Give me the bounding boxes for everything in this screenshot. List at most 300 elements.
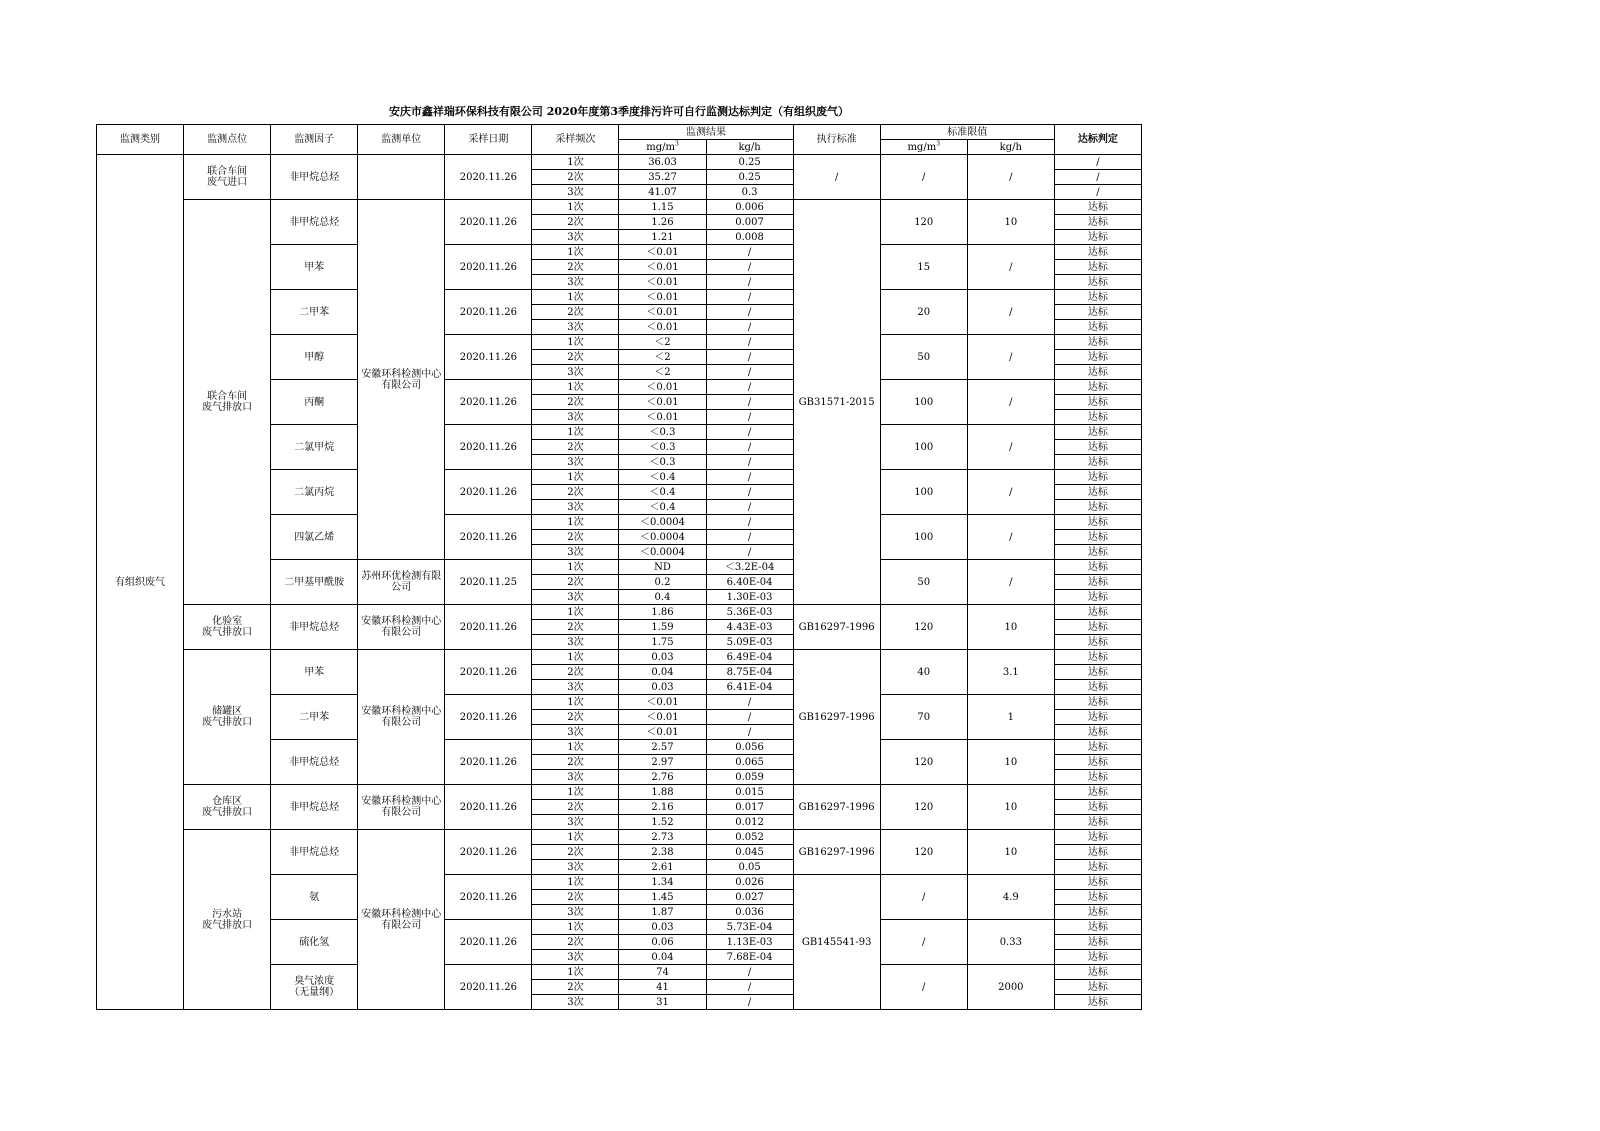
result-kg-cell: / bbox=[706, 455, 793, 470]
date-cell: 2020.11.26 bbox=[445, 785, 532, 830]
result-mg-cell: 41.07 bbox=[619, 185, 706, 200]
frequency-cell: 2次 bbox=[532, 935, 619, 950]
date-cell: 2020.11.26 bbox=[445, 605, 532, 650]
frequency-cell: 1次 bbox=[532, 605, 619, 620]
result-kg-cell: / bbox=[706, 695, 793, 710]
judgement-cell: / bbox=[1054, 155, 1141, 170]
result-kg-cell: 1.13E-03 bbox=[706, 935, 793, 950]
judgement-cell: 达标 bbox=[1054, 230, 1141, 245]
table-row bbox=[97, 605, 1142, 620]
result-kg-cell: / bbox=[706, 440, 793, 455]
judgement-cell: 达标 bbox=[1054, 215, 1141, 230]
result-mg-cell: 2.38 bbox=[619, 845, 706, 860]
result-kg-cell: 0.007 bbox=[706, 215, 793, 230]
frequency-cell: 1次 bbox=[532, 650, 619, 665]
judgement-cell: 达标 bbox=[1054, 725, 1141, 740]
frequency-cell: 2次 bbox=[532, 845, 619, 860]
result-kg-cell: / bbox=[706, 485, 793, 500]
frequency-cell: 1次 bbox=[532, 830, 619, 845]
limit-kg-cell: 10 bbox=[967, 740, 1054, 785]
frequency-cell: 1次 bbox=[532, 200, 619, 215]
judgement-cell: 达标 bbox=[1054, 680, 1141, 695]
factor-cell: 非甲烷总烃 bbox=[271, 155, 358, 200]
judgement-cell: 达标 bbox=[1054, 440, 1141, 455]
frequency-cell: 3次 bbox=[532, 680, 619, 695]
judgement-cell: 达标 bbox=[1054, 800, 1141, 815]
result-mg-cell: 0.03 bbox=[619, 920, 706, 935]
result-kg-cell: 0.25 bbox=[706, 170, 793, 185]
frequency-cell: 1次 bbox=[532, 920, 619, 935]
factor-cell: 硫化氢 bbox=[271, 920, 358, 965]
result-mg-cell: ＜0.01 bbox=[619, 395, 706, 410]
result-kg-cell: / bbox=[706, 500, 793, 515]
result-mg-cell: 35.27 bbox=[619, 170, 706, 185]
limit-mg-cell: / bbox=[880, 155, 967, 200]
result-kg-cell: / bbox=[706, 545, 793, 560]
judgement-cell: 达标 bbox=[1054, 455, 1141, 470]
result-mg-cell: ＜0.4 bbox=[619, 485, 706, 500]
judgement-cell: 达标 bbox=[1054, 875, 1141, 890]
frequency-cell: 3次 bbox=[532, 500, 619, 515]
header-result-mg-text: mg/m bbox=[646, 141, 675, 153]
limit-kg-cell: / bbox=[967, 290, 1054, 335]
result-kg-cell: / bbox=[706, 275, 793, 290]
result-mg-cell: 1.52 bbox=[619, 815, 706, 830]
header-standard: 执行标准 bbox=[793, 125, 880, 155]
date-cell: 2020.11.26 bbox=[445, 335, 532, 380]
frequency-cell: 2次 bbox=[532, 395, 619, 410]
limit-kg-cell: 1 bbox=[967, 695, 1054, 740]
result-kg-cell: 1.30E-03 bbox=[706, 590, 793, 605]
date-cell: 2020.11.26 bbox=[445, 290, 532, 335]
point-cell: 储罐区 废气排放口 bbox=[184, 650, 271, 785]
result-mg-cell: 41 bbox=[619, 980, 706, 995]
frequency-cell: 3次 bbox=[532, 725, 619, 740]
table-row bbox=[97, 785, 1142, 800]
point-cell: 联合车间 废气排放口 bbox=[184, 200, 271, 605]
frequency-cell: 1次 bbox=[532, 155, 619, 170]
frequency-cell: 3次 bbox=[532, 995, 619, 1010]
judgement-cell: 达标 bbox=[1054, 710, 1141, 725]
result-mg-cell: ＜0.01 bbox=[619, 260, 706, 275]
result-mg-cell: ＜0.0004 bbox=[619, 545, 706, 560]
result-mg-cell: ＜2 bbox=[619, 350, 706, 365]
result-mg-cell: ＜0.01 bbox=[619, 410, 706, 425]
frequency-cell: 3次 bbox=[532, 320, 619, 335]
result-mg-cell: 0.06 bbox=[619, 935, 706, 950]
date-cell: 2020.11.26 bbox=[445, 695, 532, 740]
point-cell: 联合车间 废气进口 bbox=[184, 155, 271, 200]
frequency-cell: 3次 bbox=[532, 230, 619, 245]
result-kg-cell: 0.05 bbox=[706, 860, 793, 875]
result-mg-cell: ＜0.01 bbox=[619, 245, 706, 260]
result-kg-cell: / bbox=[706, 515, 793, 530]
frequency-cell: 2次 bbox=[532, 485, 619, 500]
date-cell: 2020.11.26 bbox=[445, 965, 532, 1010]
result-kg-cell: / bbox=[706, 290, 793, 305]
result-mg-cell: ＜0.01 bbox=[619, 290, 706, 305]
header-limit-mg-sup: 3 bbox=[936, 140, 941, 148]
frequency-cell: 3次 bbox=[532, 770, 619, 785]
frequency-cell: 2次 bbox=[532, 620, 619, 635]
standard-cell: GB31571-2015 bbox=[793, 200, 880, 605]
result-kg-cell: 0.036 bbox=[706, 905, 793, 920]
result-kg-cell: / bbox=[706, 530, 793, 545]
result-kg-cell: / bbox=[706, 335, 793, 350]
frequency-cell: 2次 bbox=[532, 260, 619, 275]
date-cell: 2020.11.26 bbox=[445, 380, 532, 425]
document-title: 安庆市鑫祥瑞环保科技有限公司 2020年度第3季度排污许可自行监测达标判定（有组织废气） bbox=[388, 105, 850, 118]
limit-mg-cell: 70 bbox=[880, 695, 967, 740]
judgement-cell: 达标 bbox=[1054, 695, 1141, 710]
judgement-cell: 达标 bbox=[1054, 785, 1141, 800]
judgement-cell: 达标 bbox=[1054, 305, 1141, 320]
limit-mg-cell: / bbox=[880, 875, 967, 920]
judgement-cell: 达标 bbox=[1054, 590, 1141, 605]
frequency-cell: 1次 bbox=[532, 290, 619, 305]
frequency-cell: 2次 bbox=[532, 575, 619, 590]
header-category: 监测类别 bbox=[97, 125, 184, 155]
factor-cell: 甲醇 bbox=[271, 335, 358, 380]
factor-cell: 二甲基甲酰胺 bbox=[271, 560, 358, 605]
date-cell: 2020.11.26 bbox=[445, 245, 532, 290]
result-kg-cell: 0.026 bbox=[706, 875, 793, 890]
point-cell: 化验室 废气排放口 bbox=[184, 605, 271, 650]
factor-cell: 丙酮 bbox=[271, 380, 358, 425]
date-cell: 2020.11.25 bbox=[445, 560, 532, 605]
judgement-cell: 达标 bbox=[1054, 995, 1141, 1010]
result-mg-cell: 0.4 bbox=[619, 590, 706, 605]
result-kg-cell: / bbox=[706, 365, 793, 380]
table-row bbox=[97, 830, 1142, 845]
result-mg-cell: ＜2 bbox=[619, 365, 706, 380]
frequency-cell: 3次 bbox=[532, 410, 619, 425]
frequency-cell: 3次 bbox=[532, 455, 619, 470]
result-kg-cell: 0.25 bbox=[706, 155, 793, 170]
result-kg-cell: 5.73E-04 bbox=[706, 920, 793, 935]
result-kg-cell: 0.015 bbox=[706, 785, 793, 800]
factor-cell: 臭气浓度 （无量纲） bbox=[271, 965, 358, 1010]
factor-cell: 二氯丙烷 bbox=[271, 470, 358, 515]
result-mg-cell: ND bbox=[619, 560, 706, 575]
result-mg-cell: 1.15 bbox=[619, 200, 706, 215]
limit-kg-cell: / bbox=[967, 155, 1054, 200]
frequency-cell: 3次 bbox=[532, 635, 619, 650]
limit-mg-cell: / bbox=[880, 920, 967, 965]
result-mg-cell: 1.21 bbox=[619, 230, 706, 245]
limit-kg-cell: 0.33 bbox=[967, 920, 1054, 965]
standard-cell: GB16297-1996 bbox=[793, 605, 880, 650]
result-mg-cell: ＜0.01 bbox=[619, 725, 706, 740]
limit-kg-cell: / bbox=[967, 470, 1054, 515]
result-mg-cell: 2.73 bbox=[619, 830, 706, 845]
header-date: 采样日期 bbox=[445, 125, 532, 155]
judgement-cell: 达标 bbox=[1054, 335, 1141, 350]
result-mg-cell: ＜0.3 bbox=[619, 455, 706, 470]
judgement-cell: 达标 bbox=[1054, 500, 1141, 515]
result-mg-cell: ＜0.4 bbox=[619, 500, 706, 515]
factor-cell: 甲苯 bbox=[271, 650, 358, 695]
unit-cell: 安徽环科检测中心有限公司 bbox=[358, 605, 445, 650]
result-kg-cell: 8.75E-04 bbox=[706, 665, 793, 680]
result-kg-cell: / bbox=[706, 395, 793, 410]
limit-mg-cell: 100 bbox=[880, 470, 967, 515]
result-kg-cell: 7.68E-04 bbox=[706, 950, 793, 965]
header-limit-kg: kg/h bbox=[967, 140, 1054, 155]
frequency-cell: 2次 bbox=[532, 800, 619, 815]
judgement-cell: 达标 bbox=[1054, 965, 1141, 980]
frequency-cell: 1次 bbox=[532, 560, 619, 575]
judgement-cell: 达标 bbox=[1054, 530, 1141, 545]
monitoring-table bbox=[96, 124, 1142, 1010]
header-judgement: 达标判定 bbox=[1054, 125, 1141, 155]
limit-kg-cell: / bbox=[967, 380, 1054, 425]
result-mg-cell: ＜0.0004 bbox=[619, 515, 706, 530]
result-mg-cell: ＜0.3 bbox=[619, 440, 706, 455]
limit-mg-cell: 120 bbox=[880, 605, 967, 650]
frequency-cell: 2次 bbox=[532, 710, 619, 725]
point-cell: 污水站 废气排放口 bbox=[184, 830, 271, 1010]
frequency-cell: 1次 bbox=[532, 965, 619, 980]
judgement-cell: 达标 bbox=[1054, 260, 1141, 275]
limit-kg-cell: 3.1 bbox=[967, 650, 1054, 695]
factor-cell: 甲苯 bbox=[271, 245, 358, 290]
limit-kg-cell: / bbox=[967, 245, 1054, 290]
result-mg-cell: ＜0.01 bbox=[619, 320, 706, 335]
header-result-mg-sup: 3 bbox=[674, 140, 679, 148]
limit-kg-cell: 2000 bbox=[967, 965, 1054, 1010]
date-cell: 2020.11.26 bbox=[445, 425, 532, 470]
result-kg-cell: / bbox=[706, 965, 793, 980]
result-kg-cell: / bbox=[706, 470, 793, 485]
result-kg-cell: / bbox=[706, 710, 793, 725]
result-mg-cell: 0.03 bbox=[619, 680, 706, 695]
header-factor: 监测因子 bbox=[271, 125, 358, 155]
header-frequency: 采样频次 bbox=[532, 125, 619, 155]
judgement-cell: 达标 bbox=[1054, 950, 1141, 965]
date-cell: 2020.11.26 bbox=[445, 470, 532, 515]
judgement-cell: 达标 bbox=[1054, 380, 1141, 395]
category-cell: 有组织废气 bbox=[97, 155, 184, 1010]
unit-cell bbox=[358, 155, 445, 200]
result-kg-cell: / bbox=[706, 980, 793, 995]
judgement-cell: 达标 bbox=[1054, 635, 1141, 650]
result-mg-cell: ＜0.01 bbox=[619, 275, 706, 290]
frequency-cell: 2次 bbox=[532, 530, 619, 545]
limit-kg-cell: 10 bbox=[967, 605, 1054, 650]
limit-kg-cell: / bbox=[967, 515, 1054, 560]
result-mg-cell: 0.04 bbox=[619, 665, 706, 680]
result-mg-cell: 1.87 bbox=[619, 905, 706, 920]
judgement-cell: 达标 bbox=[1054, 935, 1141, 950]
frequency-cell: 3次 bbox=[532, 950, 619, 965]
result-mg-cell: 1.75 bbox=[619, 635, 706, 650]
result-mg-cell: ＜2 bbox=[619, 335, 706, 350]
limit-mg-cell: 120 bbox=[880, 830, 967, 875]
judgement-cell: 达标 bbox=[1054, 200, 1141, 215]
factor-cell: 非甲烷总烃 bbox=[271, 200, 358, 245]
judgement-cell: / bbox=[1054, 185, 1141, 200]
result-kg-cell: 0.027 bbox=[706, 890, 793, 905]
judgement-cell: 达标 bbox=[1054, 650, 1141, 665]
date-cell: 2020.11.26 bbox=[445, 200, 532, 245]
unit-cell: 安徽环科检测中心有限公司 bbox=[358, 785, 445, 830]
judgement-cell: 达标 bbox=[1054, 395, 1141, 410]
factor-cell: 氨 bbox=[271, 875, 358, 920]
limit-kg-cell: 10 bbox=[967, 830, 1054, 875]
point-cell: 仓库区 废气排放口 bbox=[184, 785, 271, 830]
factor-cell: 二甲苯 bbox=[271, 290, 358, 335]
judgement-cell: / bbox=[1054, 170, 1141, 185]
header-limit: 标准限值 bbox=[880, 125, 1054, 140]
result-kg-cell: 4.43E-03 bbox=[706, 620, 793, 635]
limit-mg-cell: 20 bbox=[880, 290, 967, 335]
limit-mg-cell: 100 bbox=[880, 515, 967, 560]
frequency-cell: 1次 bbox=[532, 245, 619, 260]
header-result-mg bbox=[619, 140, 706, 155]
result-mg-cell: 1.26 bbox=[619, 215, 706, 230]
table-row bbox=[97, 200, 1142, 215]
standard-cell: GB16297-1996 bbox=[793, 785, 880, 830]
judgement-cell: 达标 bbox=[1054, 320, 1141, 335]
result-kg-cell: / bbox=[706, 245, 793, 260]
judgement-cell: 达标 bbox=[1054, 515, 1141, 530]
result-mg-cell: 2.16 bbox=[619, 800, 706, 815]
judgement-cell: 达标 bbox=[1054, 815, 1141, 830]
judgement-cell: 达标 bbox=[1054, 755, 1141, 770]
header-result-kg: kg/h bbox=[706, 140, 793, 155]
frequency-cell: 2次 bbox=[532, 890, 619, 905]
frequency-cell: 1次 bbox=[532, 695, 619, 710]
limit-mg-cell: 120 bbox=[880, 740, 967, 785]
header-limit-mg-text: mg/m bbox=[907, 141, 937, 153]
limit-kg-cell: 10 bbox=[967, 785, 1054, 830]
result-mg-cell: 2.97 bbox=[619, 755, 706, 770]
result-mg-cell: 2.76 bbox=[619, 770, 706, 785]
result-kg-cell: 6.40E-04 bbox=[706, 575, 793, 590]
unit-cell: 安徽环科检测中心有限公司 bbox=[358, 200, 445, 560]
judgement-cell: 达标 bbox=[1054, 485, 1141, 500]
limit-mg-cell: 50 bbox=[880, 335, 967, 380]
limit-mg-cell: 100 bbox=[880, 380, 967, 425]
result-mg-cell: 1.59 bbox=[619, 620, 706, 635]
limit-kg-cell: / bbox=[967, 560, 1054, 605]
frequency-cell: 2次 bbox=[532, 350, 619, 365]
result-kg-cell: / bbox=[706, 350, 793, 365]
result-kg-cell: / bbox=[706, 410, 793, 425]
judgement-cell: 达标 bbox=[1054, 920, 1141, 935]
factor-cell: 非甲烷总烃 bbox=[271, 605, 358, 650]
frequency-cell: 1次 bbox=[532, 335, 619, 350]
result-mg-cell: ＜0.4 bbox=[619, 470, 706, 485]
judgement-cell: 达标 bbox=[1054, 830, 1141, 845]
result-kg-cell: 5.09E-03 bbox=[706, 635, 793, 650]
table-row bbox=[97, 650, 1142, 665]
result-kg-cell: 0.017 bbox=[706, 800, 793, 815]
judgement-cell: 达标 bbox=[1054, 845, 1141, 860]
limit-kg-cell: 10 bbox=[967, 200, 1054, 245]
judgement-cell: 达标 bbox=[1054, 890, 1141, 905]
result-mg-cell: ＜0.01 bbox=[619, 710, 706, 725]
judgement-cell: 达标 bbox=[1054, 545, 1141, 560]
factor-cell: 非甲烷总烃 bbox=[271, 785, 358, 830]
result-mg-cell: 74 bbox=[619, 965, 706, 980]
result-mg-cell: ＜0.3 bbox=[619, 425, 706, 440]
result-kg-cell: ＜3.2E-04 bbox=[706, 560, 793, 575]
result-kg-cell: 6.41E-04 bbox=[706, 680, 793, 695]
frequency-cell: 3次 bbox=[532, 365, 619, 380]
frequency-cell: 2次 bbox=[532, 440, 619, 455]
result-kg-cell: / bbox=[706, 320, 793, 335]
result-kg-cell: / bbox=[706, 425, 793, 440]
factor-cell: 二氯甲烷 bbox=[271, 425, 358, 470]
frequency-cell: 2次 bbox=[532, 170, 619, 185]
judgement-cell: 达标 bbox=[1054, 575, 1141, 590]
judgement-cell: 达标 bbox=[1054, 980, 1141, 995]
factor-cell: 非甲烷总烃 bbox=[271, 740, 358, 785]
frequency-cell: 3次 bbox=[532, 185, 619, 200]
frequency-cell: 2次 bbox=[532, 215, 619, 230]
result-kg-cell: 0.008 bbox=[706, 230, 793, 245]
frequency-cell: 1次 bbox=[532, 785, 619, 800]
frequency-cell: 3次 bbox=[532, 545, 619, 560]
result-mg-cell: 0.03 bbox=[619, 650, 706, 665]
date-cell: 2020.11.26 bbox=[445, 920, 532, 965]
frequency-cell: 2次 bbox=[532, 665, 619, 680]
frequency-cell: 3次 bbox=[532, 815, 619, 830]
date-cell: 2020.11.26 bbox=[445, 875, 532, 920]
header-point: 监测点位 bbox=[184, 125, 271, 155]
judgement-cell: 达标 bbox=[1054, 365, 1141, 380]
limit-mg-cell: 100 bbox=[880, 425, 967, 470]
result-mg-cell: 1.34 bbox=[619, 875, 706, 890]
result-mg-cell: 2.61 bbox=[619, 860, 706, 875]
result-mg-cell: 1.88 bbox=[619, 785, 706, 800]
judgement-cell: 达标 bbox=[1054, 665, 1141, 680]
factor-cell: 二甲苯 bbox=[271, 695, 358, 740]
limit-mg-cell: 40 bbox=[880, 650, 967, 695]
result-mg-cell: ＜0.01 bbox=[619, 380, 706, 395]
result-mg-cell: ＜0.01 bbox=[619, 305, 706, 320]
result-mg-cell: 0.2 bbox=[619, 575, 706, 590]
result-kg-cell: 0.065 bbox=[706, 755, 793, 770]
factor-cell: 非甲烷总烃 bbox=[271, 830, 358, 875]
judgement-cell: 达标 bbox=[1054, 275, 1141, 290]
limit-mg-cell: 120 bbox=[880, 785, 967, 830]
result-kg-cell: 0.045 bbox=[706, 845, 793, 860]
limit-mg-cell: 120 bbox=[880, 200, 967, 245]
judgement-cell: 达标 bbox=[1054, 470, 1141, 485]
result-kg-cell: / bbox=[706, 380, 793, 395]
result-kg-cell: 0.3 bbox=[706, 185, 793, 200]
judgement-cell: 达标 bbox=[1054, 410, 1141, 425]
judgement-cell: 达标 bbox=[1054, 740, 1141, 755]
date-cell: 2020.11.26 bbox=[445, 650, 532, 695]
unit-cell: 安徽环科检测中心有限公司 bbox=[358, 830, 445, 1010]
judgement-cell: 达标 bbox=[1054, 770, 1141, 785]
limit-mg-cell: 15 bbox=[880, 245, 967, 290]
result-kg-cell: / bbox=[706, 725, 793, 740]
limit-mg-cell: / bbox=[880, 965, 967, 1010]
frequency-cell: 1次 bbox=[532, 875, 619, 890]
standard-cell: / bbox=[793, 155, 880, 200]
frequency-cell: 1次 bbox=[532, 425, 619, 440]
result-kg-cell: 0.056 bbox=[706, 740, 793, 755]
judgement-cell: 达标 bbox=[1054, 425, 1141, 440]
header-unit: 监测单位 bbox=[358, 125, 445, 155]
judgement-cell: 达标 bbox=[1054, 860, 1141, 875]
result-mg-cell: ＜0.0004 bbox=[619, 530, 706, 545]
